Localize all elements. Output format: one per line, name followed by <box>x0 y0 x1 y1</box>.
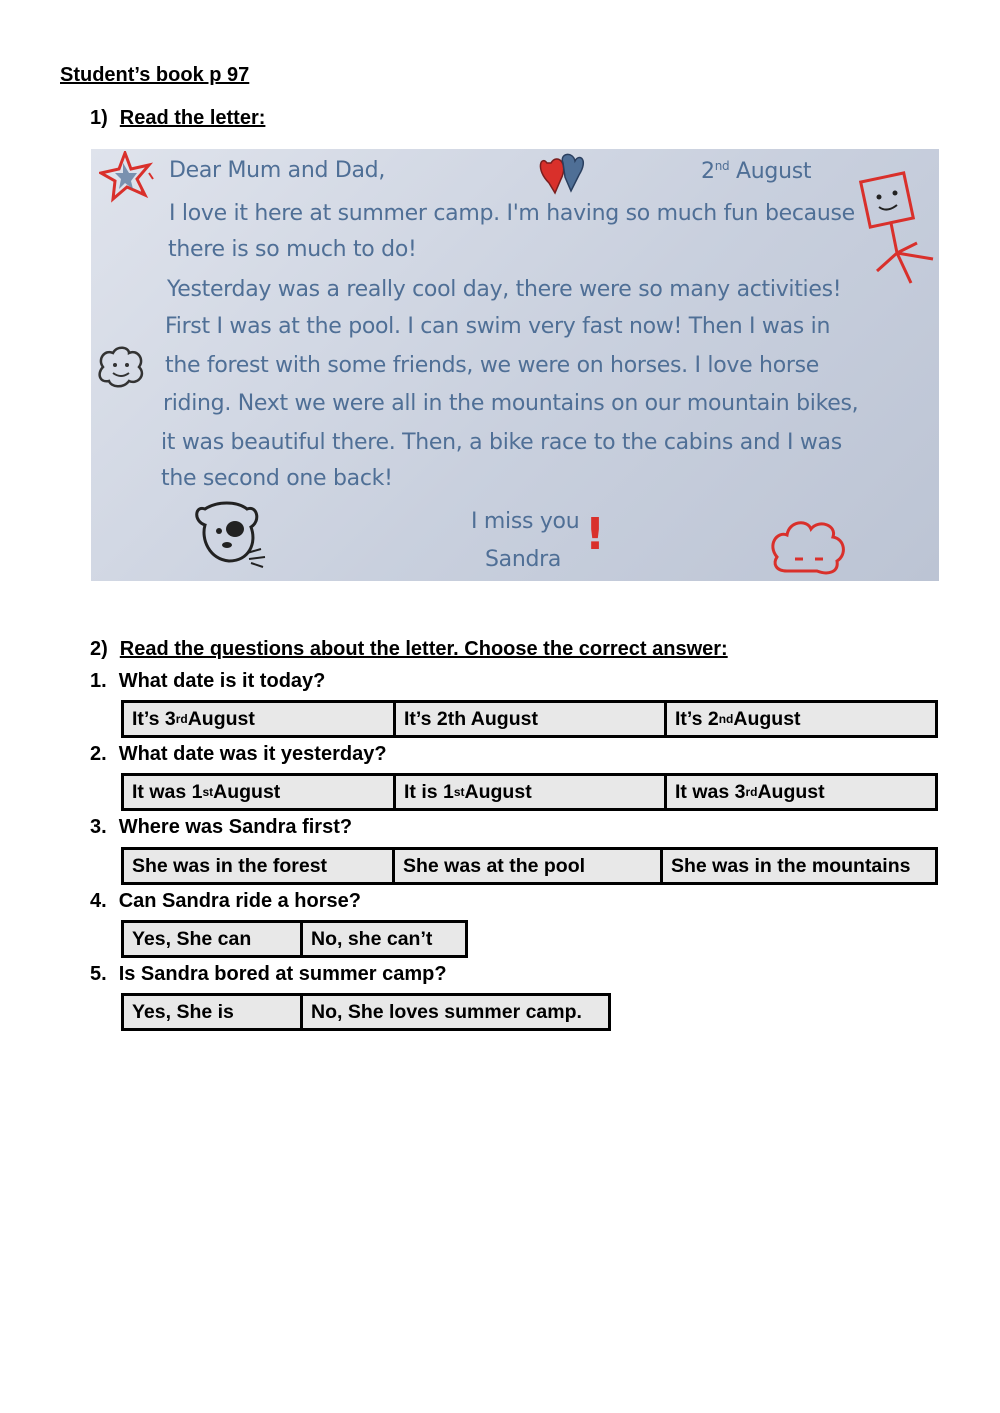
dog-doodle <box>191 499 273 571</box>
answer-options-1 <box>121 700 938 738</box>
question-1 <box>90 670 325 693</box>
section-1-title: Read the letter: <box>119 107 266 129</box>
answer-option[interactable]: She was in the forest <box>124 850 395 882</box>
star-doodle <box>99 151 159 206</box>
answer-option[interactable]: She was at the pool <box>395 850 663 882</box>
answer-options-2 <box>121 773 938 811</box>
letter-date <box>701 159 811 184</box>
answer-options-3 <box>121 847 938 885</box>
answer-options-5 <box>121 993 611 1031</box>
letter-greeting: Dear Mum and Dad, <box>169 158 386 183</box>
question-5 <box>90 963 447 986</box>
question-number: 2. <box>90 743 107 765</box>
letter-line: Yesterday was a really cool day, there were so many activities! <box>167 277 842 302</box>
letter-line: riding. Next we were all in the mountains on our mountain bikes, <box>163 391 859 416</box>
answer-option[interactable]: It’s 2 nd August <box>675 707 801 730</box>
question-text: Where was Sandra first? <box>118 816 353 838</box>
cloud-face-doodle <box>95 345 147 389</box>
red-cloud-doodle <box>767 515 847 577</box>
answer-option[interactable]: It was 1 st August <box>124 776 396 808</box>
question-number: 3. <box>90 816 107 838</box>
letter-line: First I was at the pool. I can swim very fast now! Then I was in <box>165 314 831 339</box>
letter-line: the forest with some friends, we were on horses. I love horse <box>165 353 820 378</box>
question-text: Is Sandra bored at summer camp? <box>118 963 447 985</box>
question-text: Can Sandra ride a horse? <box>118 890 361 912</box>
section-1-number: 1) <box>90 107 108 129</box>
answer-option[interactable]: She was in the mountains <box>671 854 911 877</box>
section-2-heading <box>90 638 728 661</box>
letter-image <box>91 149 939 581</box>
question-4 <box>90 890 361 913</box>
question-2 <box>90 743 387 766</box>
answer-option[interactable]: Yes, She is <box>124 996 303 1028</box>
letter-date-day: 2 <box>701 159 715 184</box>
answer-option[interactable]: No, she can’t <box>311 927 433 950</box>
answer-option[interactable]: No, She loves summer camp. <box>311 1000 582 1023</box>
letter-exclamation: ! <box>585 509 605 560</box>
question-text: What date is it today? <box>118 670 326 692</box>
question-text: What date was it yesterday? <box>118 743 387 765</box>
letter-date-suffix: nd <box>714 159 730 173</box>
kite-doodle <box>857 163 939 313</box>
question-3 <box>90 816 352 839</box>
question-number: 5. <box>90 963 107 985</box>
question-number: 4. <box>90 890 107 912</box>
answer-option[interactable]: It was 3 rd August <box>675 780 825 803</box>
answer-option[interactable]: It’s 2th August <box>396 703 667 735</box>
section-1-heading <box>90 107 265 130</box>
section-2-title: Read the questions about the letter. Choose the correct answer: <box>119 638 728 660</box>
letter-date-month: August <box>736 159 812 184</box>
letter-signature: Sandra <box>485 547 562 572</box>
page-title: Student’s book p 97 <box>60 64 250 86</box>
answer-option[interactable]: Yes, She can <box>124 923 303 955</box>
letter-closing: I miss you <box>471 509 580 534</box>
hearts-doodle <box>539 153 589 199</box>
answer-option[interactable]: It is 1 st August <box>396 776 667 808</box>
letter-line: I love it here at summer camp. I'm having so much fun because <box>169 201 855 226</box>
letter-line: there is so much to do! <box>168 237 417 262</box>
answer-option[interactable]: It’s 3 rd August <box>124 703 396 735</box>
answer-options-4 <box>121 920 468 958</box>
letter-line: the second one back! <box>161 466 393 491</box>
letter-line: it was beautiful there. Then, a bike race to the cabins and I was <box>161 430 842 455</box>
section-2-number: 2) <box>90 638 108 660</box>
question-number: 1. <box>90 670 107 692</box>
